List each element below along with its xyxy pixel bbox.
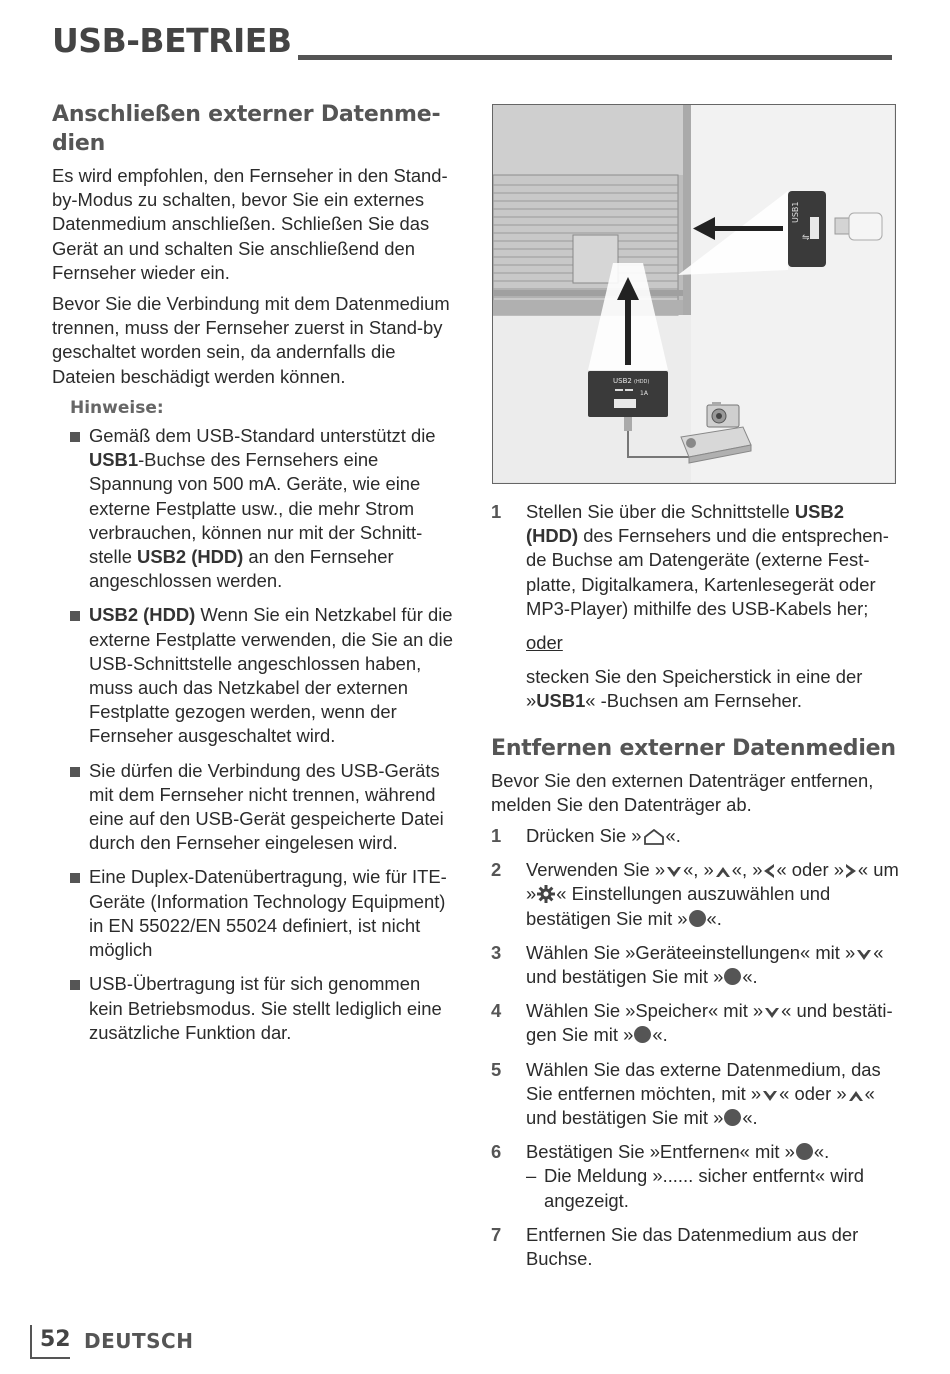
connect-step-1: 1 Stellen Sie über die Schnittstelle USB2 (HDD) des Fernsehers und die entsprechende Buchse am Datengeräte (externe Festplatte, Digitalkamera, Kartenlesegerät oder MP3-Player) mithilfe des USB-Kabels her; — [491, 501, 889, 619]
remove-step-5: 5 Wählen Sie das externe Datenmedium, das Sie entfernen möchten, mit » « oder » « und bestätigen Sie mit » «. — [491, 1058, 881, 1129]
connect-steps — [491, 500, 901, 621]
hdd-label: (HDD) — [634, 379, 650, 385]
note-duplex: Eine Duplex-Datenübertragung, wie für ITE-Geräte (Information Technology Equipment) in EN 55022/EN 55024 definiert, ist nicht möglich — [70, 865, 457, 962]
note-usb-standard: Gemäß dem USB-Standard unterstützt die USB1-Buchse des Fernsehers eine Spannung von 500 mA. Geräte, wie eine externe Festplatte usw., die mehr Strom verbrauchen, können nur mit der Schnittstelle USB2 (HDD) an den Fernseher angeschlossen werden. — [70, 424, 457, 593]
up-arrow-icon — [715, 865, 731, 879]
page-header — [52, 18, 892, 68]
notes-title: Hinweise: — [70, 397, 164, 418]
paragraph-disconnect: Bevor Sie die Verbindung mit dem Datenmedium trennen, muss der Fernseher zuerst in Stand-by geschaltet worden sein, da andernfalls die Dateien beschädigt werden können. — [52, 293, 450, 387]
section-heading-remove: Entfernen externer Datenmedien — [491, 735, 896, 761]
gear-icon — [537, 885, 555, 903]
remove-step-4: 4 Wählen Sie »Speicher« mit » « und bestätigen Sie mit » «. — [491, 1000, 893, 1046]
figure-illustration — [493, 105, 894, 482]
remove-step-2: 2 Verwenden Sie » «, » «, » « oder » « um » « Einstellungen auszuwählen und bestätigen Sie mit » «. — [491, 859, 899, 929]
svg-text:⇋: ⇋ — [802, 233, 810, 243]
footer-bracket-bottom — [30, 1357, 70, 1359]
remove-steps — [491, 824, 901, 1271]
footer-language: DEUTSCH — [84, 1329, 194, 1353]
usb1-label: USB1 — [791, 201, 800, 223]
page-title: USB-BETRIEB — [52, 18, 298, 64]
remove-step-1: 1 Drücken Sie » «. — [491, 825, 681, 847]
usb-stick-instruction: stecken Sie den Speicherstick in eine der »USB1« -Buchsen am Fernseher. — [526, 666, 863, 712]
tv-back-panel — [493, 105, 691, 315]
down-arrow-icon — [856, 948, 872, 962]
ok-button-icon — [796, 1143, 813, 1160]
usb2-port-panel — [588, 371, 668, 417]
down-arrow-icon — [666, 865, 682, 879]
up-arrow-icon — [848, 1089, 864, 1103]
left-arrow-icon — [763, 863, 775, 879]
or-label: oder — [526, 632, 563, 654]
remove-step-7: 7 Entfernen Sie das Datenmedium aus der Buchse. — [491, 1223, 859, 1270]
amp-label: 1A — [640, 390, 648, 397]
paragraph-standby: Es wird empfohlen, den Fernseher in den Stand-by-Modus zu schalten, bevor Sie ein externes Datenmedium anschließen. Schließen Sie das Gerät an und schalten Sie anschließend den Fernseher wieder ein. — [52, 165, 448, 283]
usb1-port-panel — [788, 191, 826, 267]
notes-list — [52, 424, 457, 1045]
usb2-label: USB2 — [613, 377, 632, 385]
step-6-result: – Die Meldung »...... sicher entfernt« wird angezeigt. — [526, 1165, 864, 1211]
page-number: 52 — [40, 1327, 71, 1352]
paragraph-remove-intro: Bevor Sie den externen Datenträger entfernen, melden Sie den Datenträger ab. — [491, 769, 874, 815]
note-no-disconnect: Sie dürfen die Verbindung des USB-Geräts mit dem Fernseher nicht trennen, während eine auf den USB-Gerät gespeicherte Datei durch den Fernseher eingelesen wird. — [70, 759, 457, 856]
footer-bracket — [30, 1325, 32, 1359]
down-arrow-icon — [764, 1006, 780, 1020]
note-operating-mode: USB-Übertragung ist für sich genommen kein Betriebsmodus. Sie stellt lediglich eine zusätzliche Funktion dar. — [70, 972, 457, 1045]
ok-button-icon — [724, 1109, 741, 1126]
right-column — [491, 500, 901, 1281]
camera-icon — [707, 402, 739, 427]
home-icon — [643, 829, 665, 845]
ok-button-icon — [634, 1026, 651, 1043]
left-column — [52, 100, 457, 1055]
page-footer — [30, 1325, 230, 1361]
ok-button-icon — [724, 968, 741, 985]
right-arrow-icon — [845, 863, 857, 879]
usb-connection-figure — [492, 104, 896, 484]
down-arrow-icon — [762, 1089, 778, 1103]
ok-button-icon — [689, 910, 706, 927]
remove-step-3: 3 Wählen Sie »Geräteeinstellungen« mit » « und bestätigen Sie mit » «. — [491, 941, 884, 988]
note-power-cable: USB2 (HDD) Wenn Sie ein Netzkabel für die externe Festplatte verwenden, die Sie an die USB-Schnittstelle angeschlossen haben, muss auch das Netzkabel der externen Festplatte gezogen werden, wenn der Fernseher ausgeschaltet wird. — [70, 603, 457, 748]
section-heading-connect: Anschließen externer Datenmedien — [52, 102, 441, 156]
remove-step-6: 6 Bestätigen Sie »Entfernen« mit » «. – Die Meldung »...... sicher entfernt« wird angezeigt. — [491, 1140, 901, 1213]
